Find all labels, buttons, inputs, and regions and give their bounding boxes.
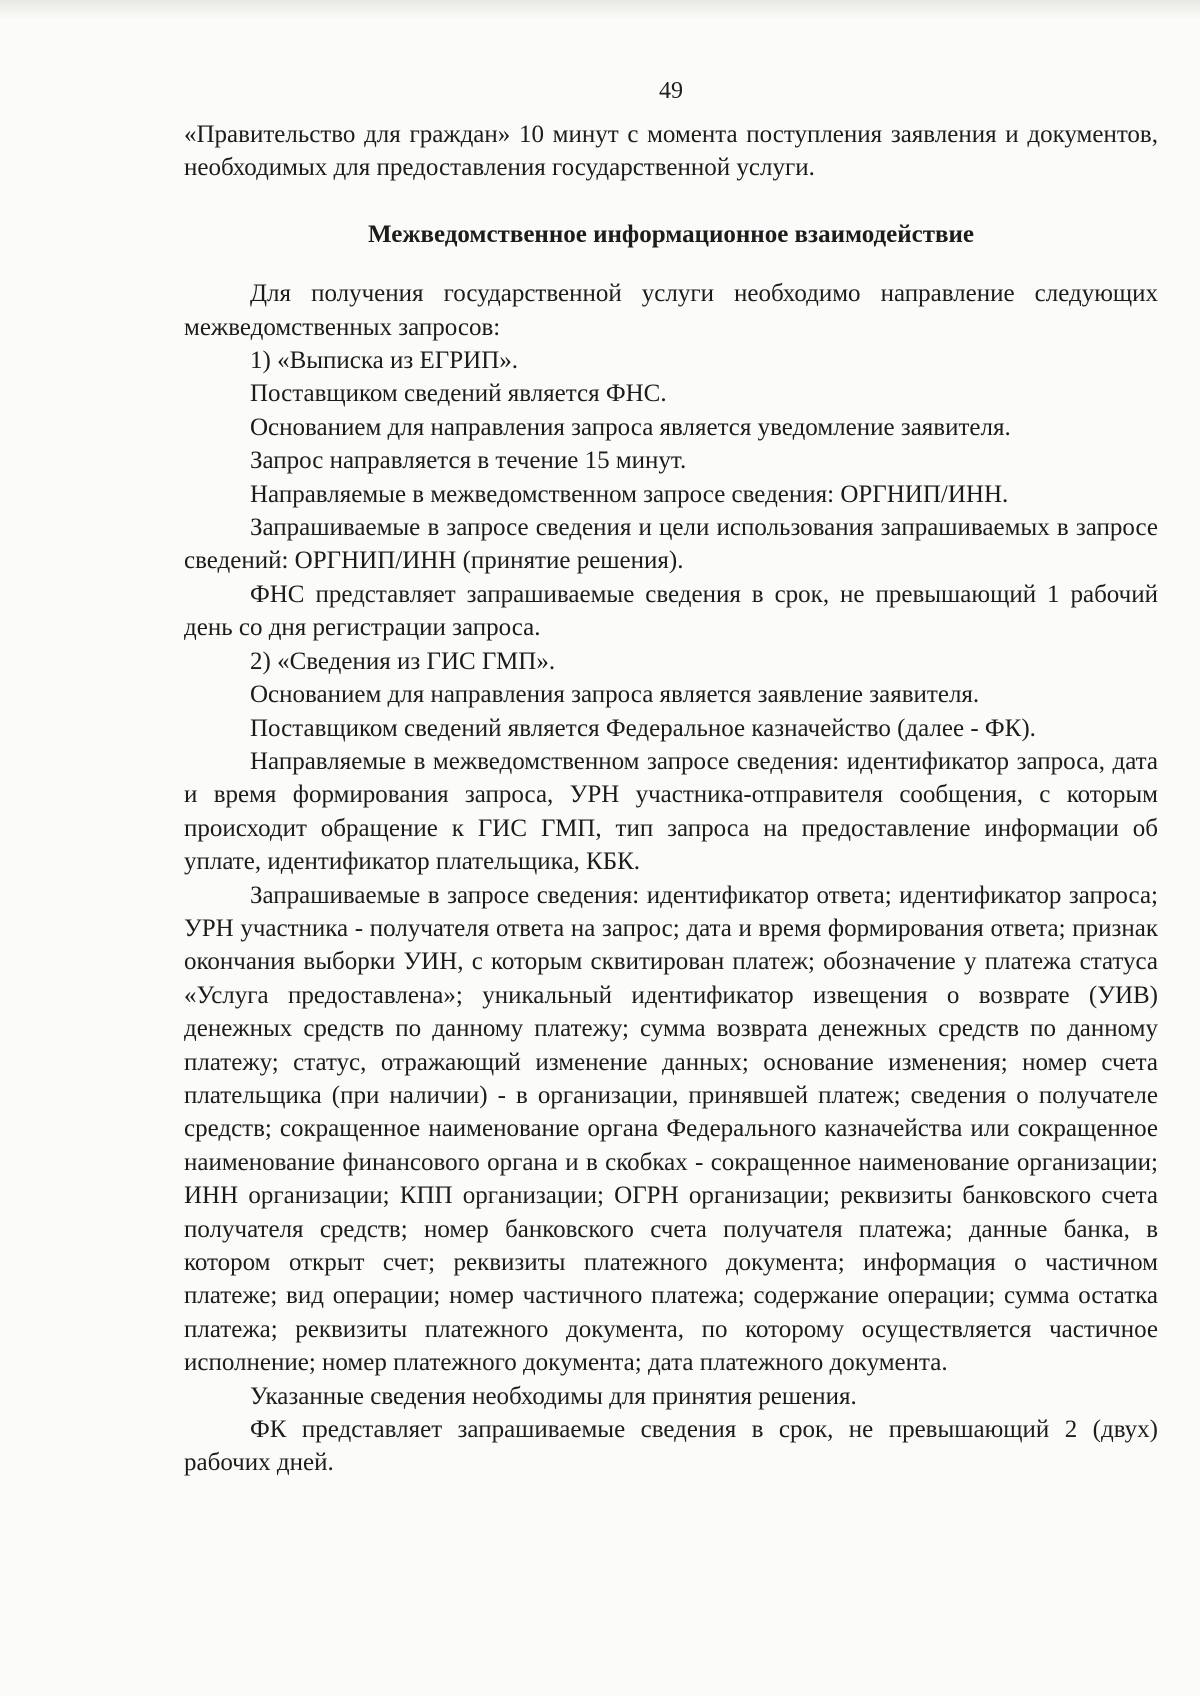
- paragraph-continuation: «Правительство для граждан» 10 минут с момента поступления заявления и документов, необходимых для предоставления государственной услуги.: [184, 121, 1158, 182]
- paragraph: Запрашиваемые в запросе сведения и цели использования запрашиваемых в запросе сведений: ОРГНИП/ИНН (принятие решения).: [184, 514, 1158, 575]
- paragraph: Направляемые в межведомственном запросе сведения: ОРГНИП/ИНН.: [250, 480, 1009, 508]
- scan-edge-shadow: [0, 0, 1200, 20]
- paragraph: Основанием для направления запроса является уведомление заявителя.: [250, 413, 1011, 441]
- list-item-2: 2) «Сведения из ГИС ГМП».: [250, 647, 556, 675]
- paragraph: Для получения государственной услуги необходимо направление следующих межведомственных запросов:: [184, 280, 1158, 341]
- paragraph: Запрос направляется в течение 15 минут.: [250, 447, 687, 475]
- paragraph: ФК представляет запрашиваемые сведения в срок, не превышающий 2 (двух) рабочих дней.: [184, 1416, 1158, 1477]
- paragraph: Указанные сведения необходимы для принятия решения.: [250, 1382, 857, 1410]
- page-number: 49: [659, 78, 683, 104]
- paragraph: Направляемые в межведомственном запросе сведения: идентификатор запроса, дата и время формирования запроса, УРН участника-отправителя сообщения, с которым происходит обращение к ГИС ГМП, тип запроса на предоставление информации об уплате, идентификатор плательщика, КБК.: [184, 747, 1158, 876]
- paragraph: Поставщиком сведений является ФНС.: [250, 380, 667, 408]
- paragraph: Запрашиваемые в запросе сведения: идентификатор ответа; идентификатор запроса; УРН участника - получателя ответа на запрос; дата и время формирования ответа; признак окончания выборки УИН, с которым сквитирован платеж; обозначение у платежа статуса «Услуга предоставлена»; уникальный идентификатор извещения о возврате (УИВ) денежных средств по данному платежу; сумма возврата денежных средств по данному платежу; статус, отражающий изменение данных; основание изменения; номер счета плательщика (при наличии) - в организации, принявшей платеж; сведения о получателе средств; сокращенное наименование органа Федерального казначейства или сокращенное наименование финансового органа и в скобках - сокращенное наименование организации; ИНН организации; КПП организации; ОГРН организации; реквизиты банковского счета получателя средств; номер банковского счета получателя платежа; данные банка, в котором открыт счет; реквизиты платежного документа; информация о частичном платеже; вид операции; номер частичного платежа; содержание операции; сумма остатка платежа; реквизиты платежного документа, по которому осуществляется частичное исполнение; номер платежного документа; дата платежного документа.: [184, 881, 1158, 1377]
- paragraph: Поставщиком сведений является Федеральное казначейство (далее - ФК).: [250, 714, 1036, 742]
- paragraph: ФНС представляет запрашиваемые сведения в срок, не превышающий 1 рабочий день со дня регистрации запроса.: [184, 580, 1158, 642]
- section-heading: Межведомственное информационное взаимодействие: [368, 220, 974, 248]
- list-item-1: 1) «Выписка из ЕГРИП».: [250, 347, 519, 375]
- document-body: [184, 118, 1158, 1480]
- paragraph: Основанием для направления запроса является заявление заявителя.: [250, 681, 980, 709]
